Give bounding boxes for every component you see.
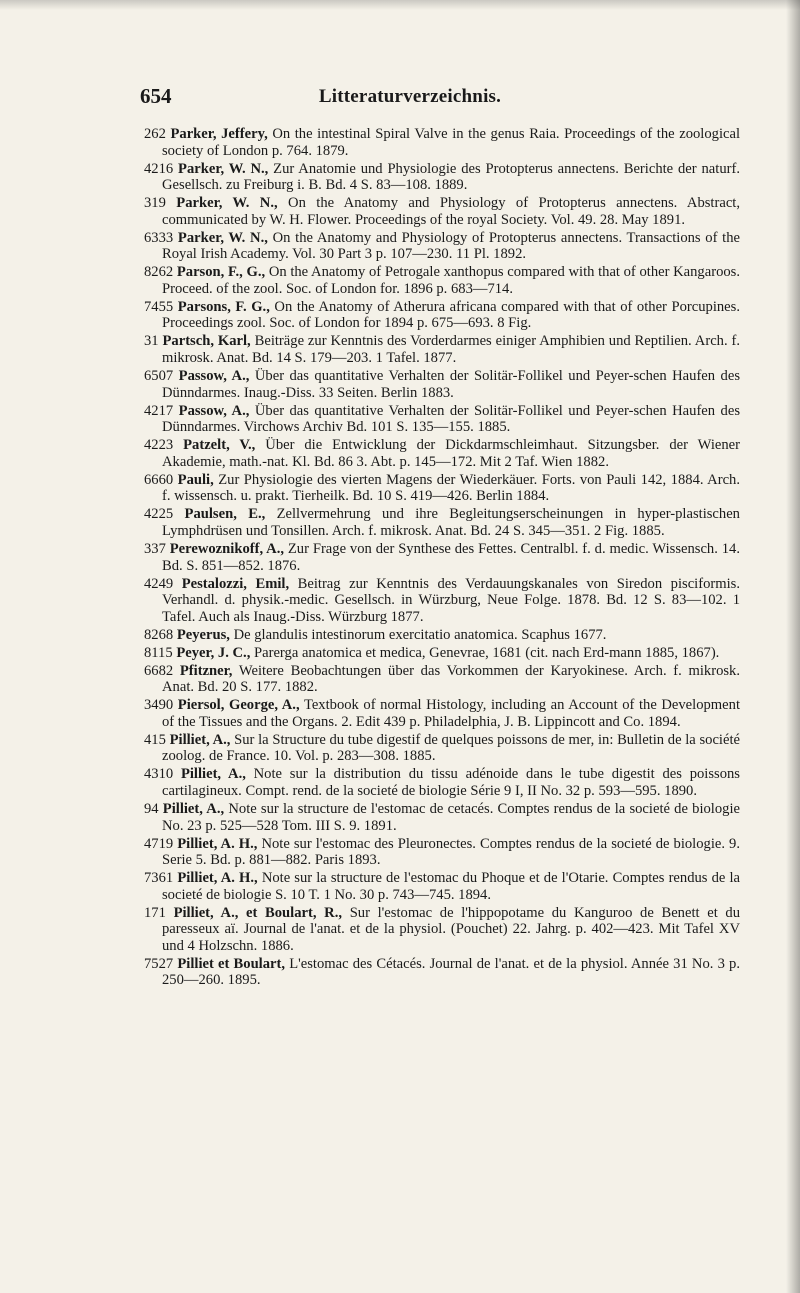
entry-number: 4225 (144, 506, 174, 523)
bibliography-entry (144, 506, 740, 539)
entry-text: Beitrag zur Kenntnis des Verdauungskanales von Siredon pisciformis. Verhandl. d. physik.-medic. Gesellsch. in Würzburg, Neue Folge. 1878. Bd. 12 S. 83—102. 1 Tafel. Auch als Inaug.-Diss. Würzburg 1877. (162, 575, 740, 625)
bibliography-entry (144, 195, 740, 228)
bibliography-entry (144, 333, 740, 366)
bibliography-entry (144, 472, 740, 505)
entry-text: Über die Entwicklung der Dickdarmschleimhaut. Sitzungsber. der Wiener Akademie, math.-nat. Kl. Bd. 86 3. Abt. p. 145—172. Mit 2 Taf. Wien 1882. (162, 437, 740, 470)
entry-number: 337 (144, 540, 166, 557)
page-header (140, 84, 740, 114)
entry-author: Pilliet, A. H., (177, 870, 258, 887)
entry-author: Piersol, George, A., (177, 697, 300, 714)
bibliography-entry (144, 870, 740, 903)
bibliography-entry (144, 161, 740, 194)
bibliography-entry (144, 126, 740, 159)
bibliography-entry (144, 230, 740, 263)
entry-author: Paulsen, E., (184, 506, 266, 523)
bibliography-entry (144, 732, 740, 765)
entry-text: Sur la Structure du tube digestif de quelques poissons de mer, in: Bulletin de la société zoolog. de France. 10. Vol. p. 283—308. 1885. (162, 731, 740, 765)
entry-text: Zur Anatomie und Physiologie des Protopterus annectens. Berichte der naturf. Gesellsch. zu Freiburg i. B. Bd. 4 S. 83—108. 1889. (162, 160, 740, 194)
entry-author: Parker, W. N., (176, 195, 278, 212)
entry-number: 94 (144, 800, 159, 817)
entry-text: L'estomac des Cétacés. Journal de l'anat. et de la physiol. Année 31 No. 3 p. 250—260. 1895. (162, 955, 741, 989)
entry-text: Über das quantitative Verhalten der Solitär-Follikel und Peyer-schen Haufen des Dünndarmes. Inaug.-Diss. 33 Seiten. Berlin 1883. (162, 368, 740, 401)
bibliography-entry (144, 801, 740, 834)
entry-author: Pilliet, A. H., (177, 835, 258, 852)
entry-author: Peyer, J. C., (176, 644, 251, 661)
entry-text: Note sur la structure de l'estomac du Phoque et de l'Otarie. Comptes rendus de la societé de biologie S. 10 T. 1 No. 30 p. 743—745. 1894. (162, 870, 741, 903)
bibliography-entry (144, 905, 740, 955)
entry-number: 171 (144, 904, 166, 921)
entry-number: 415 (144, 731, 166, 748)
entry-text: De glandulis intestinorum exercitatio anatomica. Scaphus 1677. (233, 626, 607, 643)
entry-author: Parker, Jeffery, (170, 126, 268, 142)
entry-number: 262 (144, 126, 166, 142)
entry-author: Passow, A., (178, 368, 250, 385)
entry-author: Parson, F., G., (176, 264, 266, 281)
entry-text: Note sur la distribution du tissu adénoide dans le tube digestit des poissons cartilagineux. Compt. rend. de la societé de biologie Série 9 I, II No. 32 p. 593—595. 1890. (162, 766, 740, 799)
entry-text: Textbook of normal Histology, including an Account of the Development of the Tissues and the Organs. 2. Edit 439 p. Philadelphia, J. B. Lippincott and Co. 1894. (162, 697, 740, 730)
entry-number: 7527 (144, 955, 174, 972)
bibliography-list (144, 126, 740, 990)
entry-number: 6682 (144, 662, 174, 679)
entry-number: 8262 (144, 264, 174, 281)
entry-text: On the Anatomy and Physiology of Protopterus annectens. Transactions of the Royal Irish Academy. Vol. 30 Part 3 p. 107—230. 11 Pl. 1892. (162, 229, 741, 263)
bibliography-entry (144, 264, 740, 297)
entry-number: 6507 (144, 368, 174, 385)
entry-author: Partsch, Karl, (162, 333, 251, 350)
entry-text: Note sur l'estomac des Pleuronectes. Comptes rendus de la societé de biologie. 9. Serie 5. Bd. p. 881—882. Paris 1893. (162, 835, 740, 869)
entry-author: Pestalozzi, Emil, (181, 575, 290, 592)
scan-edge-shadow (786, 0, 800, 1293)
entry-text: Zur Frage von der Synthese des Fettes. Centralbl. f. d. medic. Wissensch. 14. Bd. S. 851—852. 1876. (162, 540, 740, 574)
entry-author: Perewoznikoff, A., (169, 540, 285, 557)
entry-author: Pauli, (177, 471, 214, 488)
entry-author: Pilliet, A., (169, 731, 231, 748)
entry-text: On the Anatomy of Petrogale xanthopus compared with that of other Kangaroos. Proceed. of the zool. Soc. of London for. 1896 p. 683—714. (162, 264, 740, 297)
entry-author: Peyerus, (176, 626, 230, 643)
entry-number: 31 (144, 333, 159, 350)
entry-author: Pilliet, A., (162, 800, 225, 817)
entry-author: Parker, W. N., (177, 229, 268, 246)
bibliography-entry (144, 368, 740, 401)
entry-text: Zur Physiologie des vierten Magens der Wiederkäuer. Forts. von Pauli 142, 1884. Arch. f. wissensch. u. prakt. Tierheilk. Bd. 10 S. 419—426. Berlin 1884. (162, 471, 740, 505)
entry-author: Pilliet, A., et Boulart, R., (173, 904, 343, 921)
entry-text: Note sur la structure de l'estomac de cetacés. Comptes rendus de la societé de biologie No. 23 p. 525—528 Tom. III S. 9. 1891. (162, 800, 740, 834)
entry-text: On the intestinal Spiral Valve in the genus Raia. Proceedings of the zoological society of London p. 764. 1879. (162, 126, 741, 159)
entry-number: 7361 (144, 870, 174, 887)
entry-text: Parerga anatomica et medica, Genevrae, 1681 (cit. nach Erd-mann 1885, 1867). (254, 644, 720, 661)
entry-text: Sur l'estomac de l'hippopotame du Kanguroo de Benett et du paresseux aï. Journal de l'anat. et de la physiol. (Pouchet) 22. Jahrg. p. 402—423. Mit Tafel XV und 4 Holzschn. 1886. (162, 904, 741, 954)
entry-author: Pfitzner, (179, 662, 233, 679)
entry-number: 8115 (144, 644, 173, 661)
entry-text: On the Anatomy of Atherura africana compared with that of other Porcupines. Proceedings zool. Soc. of London for 1894 p. 675—693. 8 Fig. (162, 298, 740, 332)
scan-top-shadow (0, 0, 800, 10)
entry-number: 319 (144, 195, 166, 212)
bibliography-entry (144, 836, 740, 869)
page-number: 654 (140, 84, 172, 108)
entry-author: Patzelt, V., (183, 437, 256, 454)
entry-text: Weitere Beobachtungen über das Vorkommen der Karyokinese. Arch. f. mikrosk. Anat. Bd. 20 S. 177. 1882. (162, 662, 740, 696)
bibliography-entry (144, 437, 740, 470)
bibliography-entry (144, 627, 740, 644)
bibliography-entry (144, 663, 740, 696)
entry-number: 4216 (144, 160, 174, 177)
bibliography-entry (144, 299, 740, 332)
entry-number: 6333 (144, 229, 174, 246)
bibliography-entry (144, 541, 740, 574)
entry-text: On the Anatomy and Physiology of Protopterus annectens. Abstract, communicated by W. H. Flower. Proceedings of the royal Society. Vol. 49. 28. May 1891. (162, 195, 741, 228)
entry-text: Über das quantitative Verhalten der Solitär-Follikel und Peyer-schen Haufen des Dünndarmes. Virchows Archiv Bd. 101 S. 135—155. 1885. (162, 402, 740, 436)
running-title: Litteraturverzeichnis. (318, 86, 502, 107)
entry-author: Passow, A., (178, 402, 250, 419)
bibliography-entry (144, 956, 740, 989)
entry-text: Beiträge zur Kenntnis des Vorderdarmes einiger Amphibien und Reptilien. Arch. f. mikrosk. Anat. Bd. 14 S. 179—203. 1 Tafel. 1877. (162, 333, 741, 367)
bibliography-entry (144, 403, 740, 436)
entry-number: 4310 (144, 766, 174, 783)
entry-number: 7455 (144, 298, 174, 315)
entry-author: Pilliet, A., (180, 766, 246, 783)
entry-number: 4223 (144, 437, 174, 454)
entry-number: 4249 (144, 575, 174, 592)
entry-number: 4217 (144, 402, 174, 419)
entry-author: Pilliet et Boulart, (177, 955, 286, 972)
entry-number: 3490 (144, 697, 174, 714)
entry-number: 8268 (144, 626, 174, 643)
bibliography-entry (144, 576, 740, 626)
bibliography-entry (144, 766, 740, 799)
entry-author: Parsons, F. G., (177, 298, 270, 315)
bibliography-entry (144, 697, 740, 730)
entry-text: Zellvermehrung und ihre Begleitungserscheinungen in hyper-plastischen Lymphdrüsen und Tonsillen. Arch. f. mikrosk. Anat. Bd. 24 S. 345—351. 2 Fig. 1885. (162, 506, 740, 539)
bibliography-entry (144, 645, 740, 662)
entry-number: 4719 (144, 835, 174, 852)
entry-author: Parker, W. N., (178, 160, 269, 177)
entry-number: 6660 (144, 471, 174, 488)
